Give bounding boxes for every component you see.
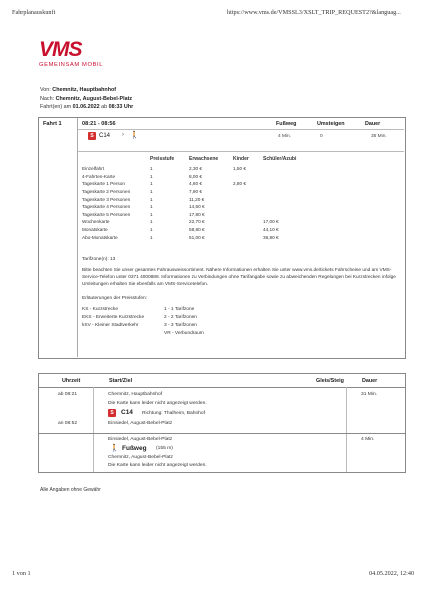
- col-umsteigen: Umsteigen: [317, 121, 345, 127]
- tariff-cell: 36,80 €: [263, 234, 279, 240]
- dauer-value: 35 Min.: [371, 134, 387, 139]
- tariff-header: [82, 156, 150, 165]
- preisstufen-table: [82, 306, 204, 337]
- seg1-arr-time: an 08:52: [58, 421, 78, 426]
- tariff-cell: 1: [150, 227, 153, 233]
- tariff-cell: Tageskarte 4 Personen: [82, 204, 131, 210]
- tariff-cell: 14,50 €: [189, 204, 205, 210]
- table-row: [82, 314, 204, 322]
- tariff-cell: [263, 180, 313, 188]
- seg1-line: C14: [121, 409, 133, 416]
- tariff-cell: [263, 188, 313, 196]
- tariff-header: Preisstufe: [150, 156, 175, 162]
- vms-logo: [39, 38, 131, 72]
- tariff-cell: [263, 195, 313, 203]
- tariff-cell: 4-Fahrten-Karte: [82, 173, 116, 179]
- tarifzone-text: Tarifzone(n): 13: [82, 257, 116, 262]
- divider: [77, 118, 78, 357]
- von-label: Von:: [40, 87, 51, 93]
- tariff-cell: 1: [150, 234, 153, 240]
- walking-person-icon: 🚶: [110, 445, 119, 452]
- tariff-cell: Abo-Monatskarte: [82, 234, 118, 240]
- seg1-dauer: 31 Min.: [361, 392, 378, 397]
- trip-label: Fahrt 1: [43, 121, 62, 127]
- tariff-cell: [233, 233, 263, 241]
- tariff-cell: [263, 173, 313, 181]
- divider: [39, 433, 405, 434]
- seg2-mode: Fußweg: [122, 445, 147, 452]
- divider: [93, 387, 94, 472]
- tariff-cell: 11,20 €: [189, 196, 205, 202]
- ps-cell: VR - Verbundraum: [164, 330, 204, 336]
- tariff-cell: 58,80 €: [189, 227, 205, 233]
- nach-label: Nach:: [40, 95, 55, 102]
- divider: [78, 151, 404, 152]
- tariff-cell: 2,80 €: [233, 181, 247, 187]
- tariff-cell: 2,30 €: [189, 166, 203, 172]
- von-value: Chemnitz, Hauptbahnhof: [52, 87, 117, 93]
- table-row: [82, 329, 204, 337]
- divider: [78, 129, 404, 130]
- trip-detail-box: [38, 373, 406, 473]
- tariff-cell: Tageskarte 5 Personen: [82, 211, 131, 217]
- col-uhrzeit: Uhrzeit: [62, 378, 81, 384]
- tariff-cell: [233, 173, 263, 181]
- table-row: [82, 188, 313, 196]
- logo-subtitle: GEMEINSAM MOBIL: [39, 62, 104, 68]
- fahrt-time: 08:33 Uhr: [108, 104, 134, 110]
- tariff-cell: [233, 218, 263, 226]
- logo-brand: VMS: [39, 38, 82, 61]
- tariff-cell: 1: [150, 204, 153, 210]
- tariff-cell: [233, 203, 263, 211]
- ps-cell: 3 - 3 Tarifzonen: [164, 322, 197, 328]
- divider: [346, 387, 347, 472]
- col-start-ziel: Start/Ziel: [109, 378, 133, 384]
- tariff-cell: Tageskarte 3 Personen: [82, 196, 131, 202]
- tariff-cell: Tageskarte 1 Person: [82, 181, 125, 187]
- ps-cell: kSV - Kleiner Stadtverkehr: [82, 322, 139, 328]
- seg2-dauer: 4 Min.: [361, 437, 375, 442]
- disclaimer: Alle Angaben ohne Gewähr: [40, 487, 101, 493]
- tariff-cell: Tageskarte 2 Personen: [82, 189, 131, 195]
- tariff-cell: 8,00 €: [189, 173, 203, 179]
- tariff-header-row: [82, 156, 313, 165]
- ps-cell: 2 - 2 Tarifzonen: [164, 315, 197, 321]
- table-row: [82, 180, 313, 188]
- chevron-right-icon: ›: [122, 132, 124, 138]
- line-label: C14: [99, 133, 111, 139]
- ps-cell: 1 - 1 Tarifzone: [164, 307, 195, 313]
- seg2-distance: (155 m): [156, 446, 173, 451]
- tariff-header: Kinder: [233, 156, 249, 162]
- fahrt-mid: ab: [101, 104, 108, 110]
- print-footer-pages: 1 von 1: [12, 570, 31, 577]
- tariff-cell: [233, 211, 263, 219]
- col-fussweg: Fußweg: [276, 121, 297, 127]
- print-header-url: https://www.vms.de/VMSSL3/XSLT_TRIP_REQUEST2?&languag...: [227, 9, 401, 16]
- table-row: [82, 322, 204, 330]
- tariff-header: Erwachsene: [189, 156, 219, 162]
- table-row: [82, 218, 313, 226]
- seg2-dest: Chemnitz, August-Bebel-Platz: [108, 455, 173, 460]
- col-dauer: Dauer: [365, 121, 381, 127]
- seg1-dep-time: ab 08:21: [58, 392, 78, 397]
- table-row: [82, 306, 204, 314]
- tariff-cell: [233, 226, 263, 234]
- route-summary: [40, 86, 133, 112]
- fahrt-date: 01.06.2022: [72, 104, 100, 110]
- table-row: [82, 165, 313, 173]
- col-dauer: Dauer: [362, 378, 378, 384]
- table-row: [82, 173, 313, 181]
- table-row: [82, 203, 313, 211]
- tariff-cell: Einzelfahrt: [82, 166, 105, 172]
- tariff-cell: 1: [150, 196, 153, 202]
- tariff-cell: Monatskarte: [82, 227, 108, 233]
- tariff-header: Schüler/Azubi: [263, 156, 297, 162]
- tariff-cell: 51,00 €: [189, 234, 205, 240]
- table-row: [82, 233, 313, 241]
- umsteigen-value: 0: [320, 134, 323, 139]
- tariff-cell: [233, 188, 263, 196]
- tariff-cell: [263, 211, 313, 219]
- table-row: [82, 226, 313, 234]
- tariff-cell: 44,10 €: [263, 227, 279, 233]
- table-row: [82, 195, 313, 203]
- tariff-cell: [263, 165, 313, 173]
- seg1-map-note: Die Karte kann leider nicht angezeigt werden.: [108, 401, 207, 406]
- tariff-cell: 22,70 €: [189, 219, 205, 225]
- ps-cell: EKS - Erweiterte Kurzstrecke: [82, 315, 145, 321]
- col-gleis: Gleis/Steig: [316, 378, 344, 384]
- seg1-dep-stop: Chemnitz, Hauptbahnhof: [108, 392, 163, 397]
- tariff-notice: Bitte beachten Sie unser gesamtes Fahrausweissortiment. Nähere Informationen erhalten Sie unter www.vms.de/tickets Fahrscheine und am VMS-Service-Telefon unter 0371 4000888. Informationen zu Verbindungen ohne Tarifangabe sowie zu abweichenden Regelungen bei Kurzstrecken infolge Umleitungen erhalten Sie ebenfalls am VMS-Servicetelefon.: [82, 268, 396, 288]
- preisstufen-title: Erläuterungen der Preisstufen:: [82, 296, 148, 301]
- trip-time: 08:21 - 08:56: [82, 121, 116, 127]
- tariff-cell: 7,90 €: [189, 189, 203, 195]
- tariff-cell: 1: [150, 166, 153, 172]
- tariff-cell: Wochenkarte: [82, 219, 110, 225]
- tariff-cell: 1,50 €: [233, 166, 247, 172]
- tariff-cell: 17,00 €: [263, 219, 279, 225]
- tariff-cell: [233, 195, 263, 203]
- nach-value: Chemnitz, August-Bebel-Platz: [55, 95, 133, 102]
- tariff-cell: 1: [150, 173, 153, 179]
- seg1-direction: Richtung: Thalheim, Bahnhof: [142, 411, 205, 416]
- tariff-cell: 17,80 €: [189, 211, 205, 217]
- tariff-table: [82, 156, 313, 241]
- s-bahn-icon: S: [88, 132, 96, 140]
- tariff-cell: 1: [150, 211, 153, 217]
- fahrt-prefix: Fahrt(en) am: [40, 104, 72, 110]
- seg1-arr-stop: Einsiedel, August-Bebel-Platz: [108, 421, 173, 426]
- tariff-cell: 1: [150, 219, 153, 225]
- trip-summary-box: [38, 117, 406, 359]
- walking-person-icon: 🚶: [130, 132, 139, 139]
- seg2-stop: Einsiedel, August-Bebel-Platz: [108, 437, 173, 442]
- tariff-cell: 1: [150, 181, 153, 187]
- tariff-cell: [263, 203, 313, 211]
- ps-cell: [82, 329, 164, 337]
- s-bahn-icon: S: [108, 409, 116, 417]
- print-footer-timestamp: 04.05.2022, 12:40: [369, 570, 415, 577]
- tariff-cell: 4,60 €: [189, 181, 203, 187]
- ps-cell: KS - Kurzstrecke: [82, 307, 118, 313]
- tariff-cell: 1: [150, 189, 153, 195]
- table-row: [82, 211, 313, 219]
- print-header-title: Fahrplanauskunft: [12, 9, 56, 16]
- seg2-map-note: Die Karte kann leider nicht angezeigt werden.: [108, 463, 207, 468]
- fussweg-value: 4 Min.: [278, 134, 292, 139]
